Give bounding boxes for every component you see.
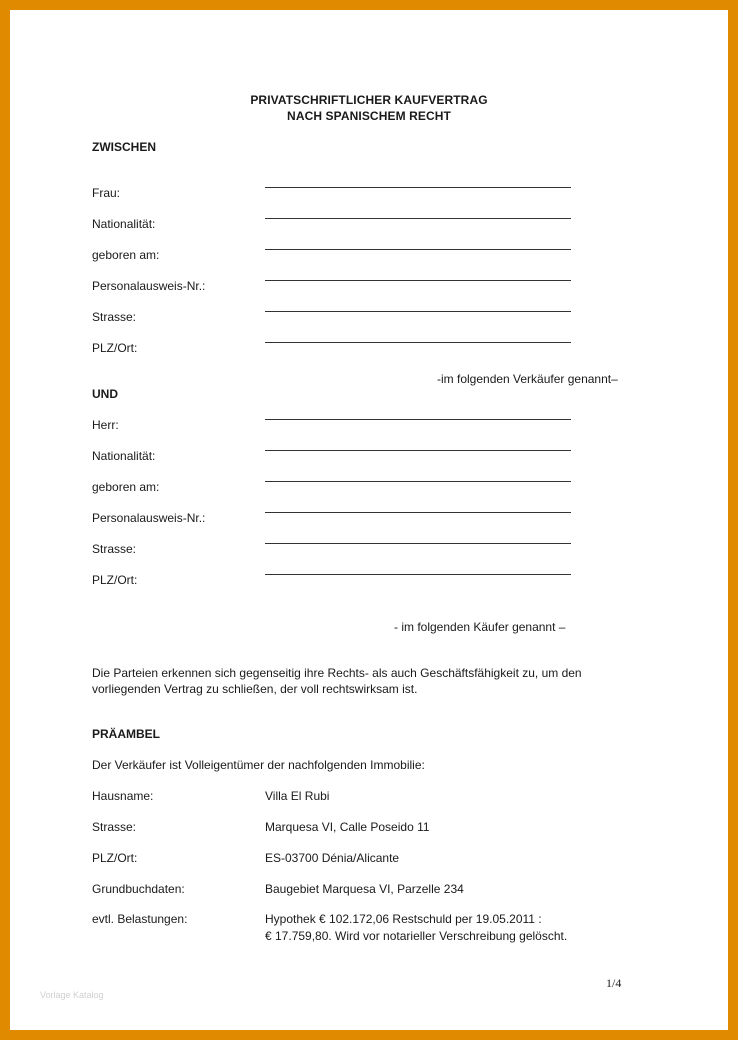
page-number: 1/4: [606, 976, 622, 990]
preamble-intro: Der Verkäufer ist Volleigentümer der nachfolgenden Immobilie:: [92, 758, 425, 772]
seller-note: -im folgenden Verkäufer genannt–: [437, 372, 618, 386]
section-praeambel: PRÄAMBEL: [92, 727, 160, 741]
buyer-field-line[interactable]: [265, 512, 571, 513]
property-value: Hypothek € 102.172,06 Restschuld per 19.05.2011 :: [265, 912, 542, 926]
seller-field-line[interactable]: [265, 218, 571, 219]
seller-field-line[interactable]: [265, 187, 571, 188]
property-label: Strasse:: [92, 820, 137, 834]
property-value-continued: € 17.759,80. Wird vor notarieller Verschreibung gelöscht.: [265, 929, 568, 943]
seller-field-label: Personalausweis-Nr.:: [92, 279, 206, 293]
seller-field-label: Nationalität:: [92, 217, 156, 231]
buyer-note: - im folgenden Käufer genannt –: [394, 620, 566, 634]
property-value: ES-03700 Dénia/Alicante: [265, 851, 400, 865]
buyer-field-label: Strasse:: [92, 542, 137, 556]
buyer-field-line[interactable]: [265, 543, 571, 544]
property-value: Baugebiet Marquesa VI, Parzelle 234: [265, 882, 464, 896]
buyer-field-label: geboren am:: [92, 480, 160, 494]
seller-field-line[interactable]: [265, 280, 571, 281]
buyer-field-line[interactable]: [265, 481, 571, 482]
watermark: Vorlage Katalog: [40, 990, 104, 1000]
title-line-1: PRIVATSCHRIFTLICHER KAUFVERTRAG: [250, 93, 488, 107]
property-value: Villa El Rubi: [265, 789, 330, 803]
buyer-field-line[interactable]: [265, 574, 571, 575]
section-und: UND: [92, 387, 118, 401]
seller-field-line[interactable]: [265, 249, 571, 250]
seller-field-line[interactable]: [265, 311, 571, 312]
title-line-2: NACH SPANISCHEM RECHT: [287, 109, 451, 123]
buyer-field-label: Herr:: [92, 418, 119, 432]
property-label: PLZ/Ort:: [92, 851, 138, 865]
buyer-field-label: PLZ/Ort:: [92, 573, 138, 587]
seller-field-label: Strasse:: [92, 310, 137, 324]
seller-field-label: geboren am:: [92, 248, 160, 262]
property-value: Marquesa VI, Calle Poseido 11: [265, 820, 430, 834]
seller-field-label: Frau:: [92, 186, 121, 200]
property-label: Hausname:: [92, 789, 154, 803]
buyer-field-label: Nationalität:: [92, 449, 156, 463]
property-label: Grundbuchdaten:: [92, 882, 185, 896]
seller-field-label: PLZ/Ort:: [92, 341, 138, 355]
seller-field-line[interactable]: [265, 342, 571, 343]
parties-paragraph: Die Parteien erkennen sich gegenseitig ihre Rechts- als auch Geschäftsfähigkeit zu, um den vorliegenden Vertrag zu schließen, der voll rechtswirksam ist.: [92, 666, 582, 696]
buyer-field-line[interactable]: [265, 419, 571, 420]
property-label: evtl. Belastungen:: [92, 912, 188, 926]
section-zwischen: ZWISCHEN: [92, 140, 156, 154]
buyer-field-line[interactable]: [265, 450, 571, 451]
buyer-field-label: Personalausweis-Nr.:: [92, 511, 206, 525]
